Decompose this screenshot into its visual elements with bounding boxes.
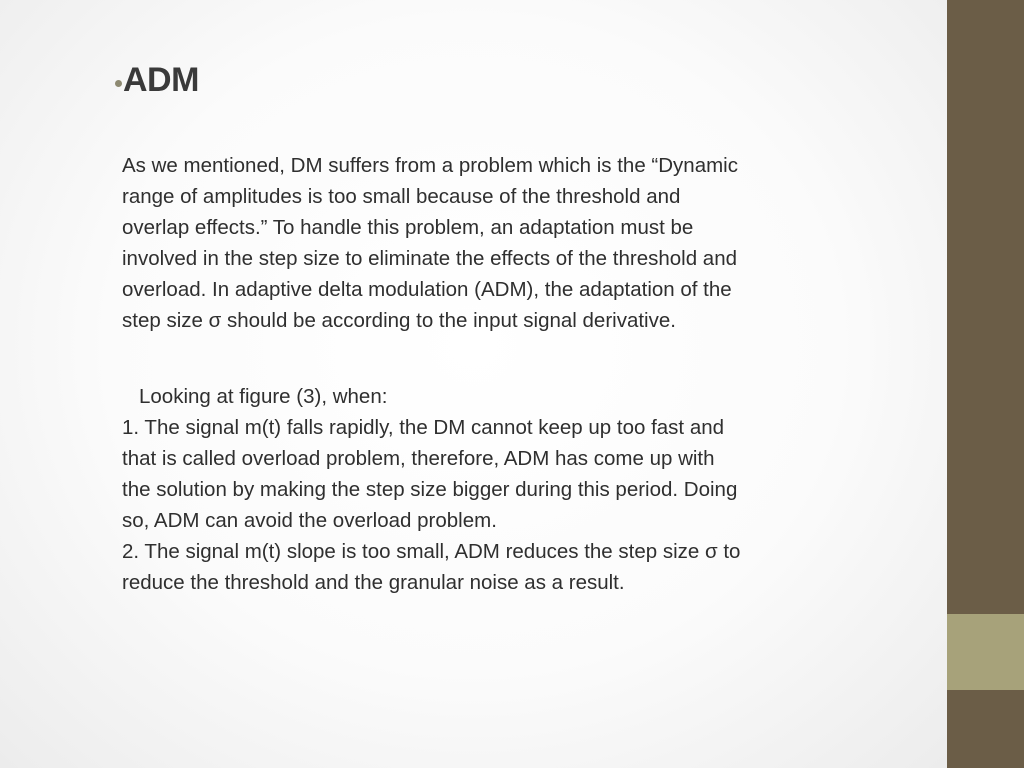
- text-line: so, ADM can avoid the overload problem.: [122, 509, 497, 532]
- text-line: that is called overload problem, therefore, ADM has come up with: [122, 447, 715, 470]
- text-line: Looking at figure (3), when:: [139, 385, 388, 408]
- title-bullet-icon: [115, 80, 122, 87]
- text-line: overlap effects.” To handle this problem, an adaptation must be: [122, 216, 694, 239]
- slide-title: ADM: [123, 61, 199, 99]
- text-line: the solution by making the step size bigger during this period. Doing: [122, 478, 738, 501]
- side-decoration-accent: [947, 614, 1024, 690]
- slide-body: [122, 150, 842, 598]
- text-line: involved in the step size to eliminate the effects of the threshold and: [122, 247, 737, 270]
- text-line: As we mentioned, DM suffers from a problem which is the “Dynamic: [122, 154, 738, 177]
- text-line: 2. The signal m(t) slope is too small, ADM reduces the step size σ to: [122, 540, 741, 563]
- text-line: overload. In adaptive delta modulation (ADM), the adaptation of the: [122, 278, 732, 301]
- text-line: 1. The signal m(t) falls rapidly, the DM cannot keep up too fast and: [122, 416, 725, 439]
- text-line: step size σ should be according to the input signal derivative.: [122, 309, 676, 332]
- text-line: reduce the threshold and the granular noise as a result.: [122, 571, 625, 594]
- paragraph-1: [122, 150, 842, 336]
- paragraph-2: [122, 381, 842, 598]
- text-line: range of amplitudes is too small because of the threshold and: [122, 185, 681, 208]
